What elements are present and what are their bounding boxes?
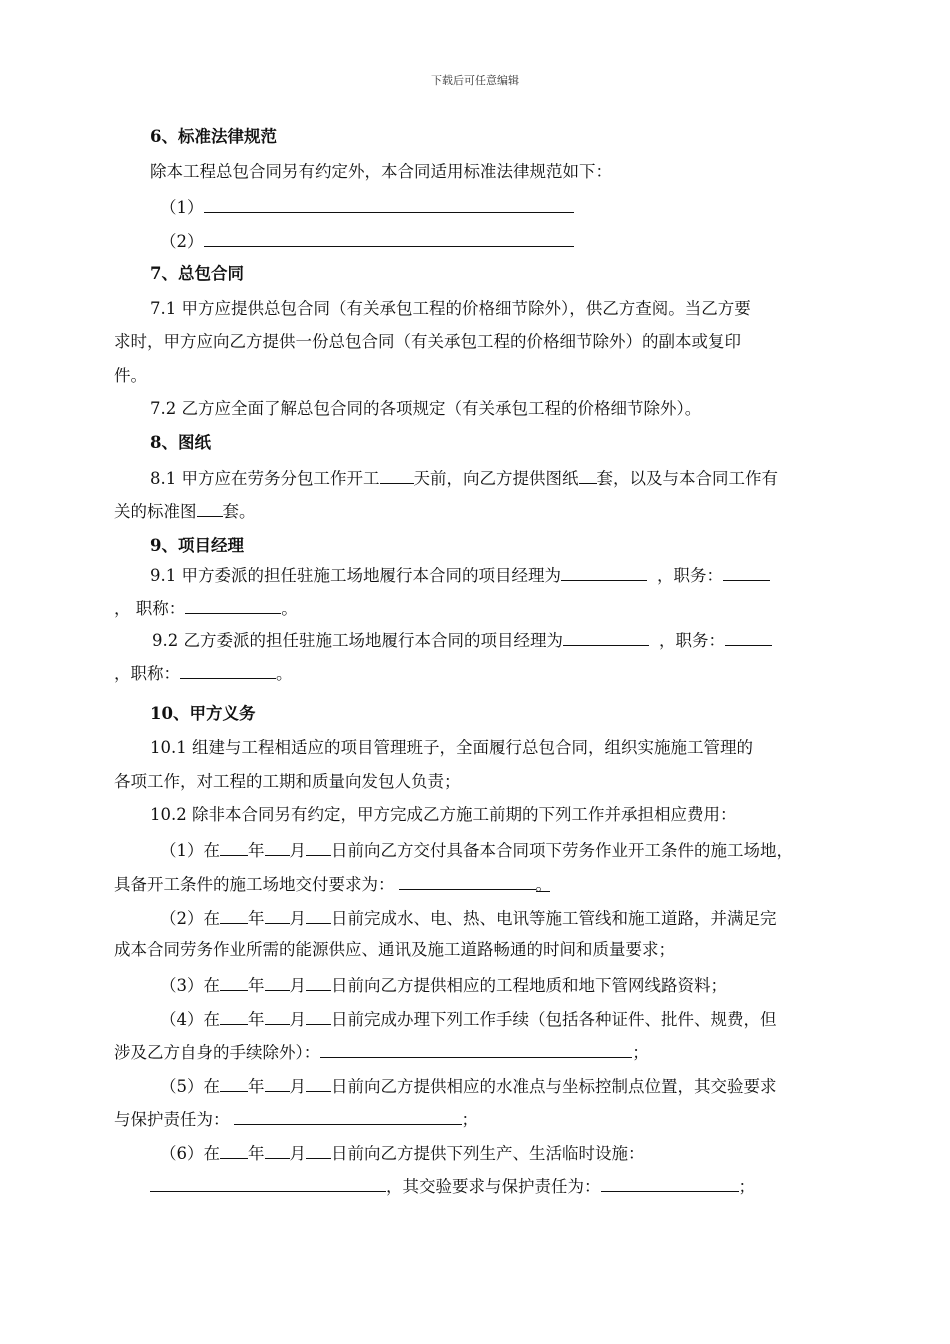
s10-item2-line2: 成本合同劳务作业所需的能源供应、通讯及施工道路畅通的时间和质量要求； — [114, 940, 675, 959]
s7-p2: 7.2 乙方应全面了解总包合同的各项规定（有关承包工程的价格细节除外）。 — [150, 399, 702, 418]
year-label: 年 — [248, 976, 265, 995]
item-end: ； — [632, 1043, 649, 1062]
blank-field[interactable] — [579, 466, 597, 484]
item-text: 日前向乙方提供相应的工程地质和地下管网线路资料； — [331, 976, 727, 995]
item-text: 日前完成办理下列工作手续（包括各种证件、批件、规费，但 — [331, 1010, 777, 1029]
section-9-heading: 9、项目经理 — [150, 536, 244, 555]
item-prefix: （3）在 — [160, 976, 220, 995]
blank-field[interactable] — [150, 1174, 386, 1192]
section-6-intro: 除本工程总包合同另有约定外，本合同适用标准法律规范如下： — [150, 162, 612, 181]
blank-year[interactable] — [220, 1141, 248, 1159]
s8-p1-line2 — [114, 499, 256, 523]
year-label: 年 — [248, 909, 265, 928]
s9-p2-text-d: 。 — [276, 664, 293, 683]
item-text: 日前向乙方提供相应的水准点与坐标控制点位置，其交验要求 — [331, 1077, 777, 1096]
month-label: 月 — [289, 841, 306, 860]
s8-text-d: 关的标准图 — [114, 502, 197, 521]
s7-p1-line2: 求时，甲方应向乙方提供一份总包合同（有关承包工程的价格细节除外）的副本或复印 — [114, 332, 741, 351]
blank-field[interactable] — [320, 1040, 632, 1058]
item-prefix: （6）在 — [160, 1144, 220, 1163]
s10-item5-line2 — [114, 1107, 478, 1131]
blank-year[interactable] — [220, 973, 248, 991]
section-10-heading: 10、甲方义务 — [150, 704, 256, 723]
s9-p1-text-b: ，职务： — [657, 566, 723, 585]
blank-day[interactable] — [306, 906, 331, 924]
blank-year[interactable] — [220, 906, 248, 924]
s8-p1-line1 — [150, 466, 778, 490]
item-text: 与保护责任为： — [114, 1110, 230, 1129]
blank-month[interactable] — [265, 906, 290, 924]
blank-day[interactable] — [306, 1074, 331, 1092]
s10-item3-line1 — [160, 973, 727, 997]
blank-day[interactable] — [306, 1007, 331, 1025]
s6-item-1 — [160, 195, 574, 219]
blank-field[interactable] — [725, 628, 772, 646]
s9-p1-text-d: 。 — [281, 599, 298, 618]
s9-p2-text-c: ，职称： — [114, 664, 180, 683]
blank-field[interactable] — [185, 596, 281, 614]
s10-p1-line2: 各项工作，对工程的工期和质量向发包人负责； — [114, 772, 461, 791]
blank-month[interactable] — [265, 1141, 290, 1159]
s9-p1-line1 — [150, 563, 770, 587]
year-label: 年 — [248, 1010, 265, 1029]
s9-p2-line2 — [114, 661, 293, 685]
s10-item6-line1 — [160, 1141, 645, 1165]
s8-text-a: 8.1 甲方应在劳务分包工作开工 — [150, 469, 380, 488]
item-text: 日前完成水、电、热、电讯等施工管线和施工道路，并满足完 — [331, 909, 777, 928]
item-end: ； — [738, 1177, 755, 1196]
month-label: 月 — [289, 1010, 306, 1029]
item-end: 。 — [535, 875, 552, 894]
month-label: 月 — [289, 976, 306, 995]
section-8-heading: 8、图纸 — [150, 433, 211, 452]
blank-field[interactable] — [563, 628, 649, 646]
blank-day[interactable] — [306, 973, 331, 991]
blank-year[interactable] — [220, 1007, 248, 1025]
blank-field[interactable] — [204, 195, 574, 213]
page-header: 下载后可任意编辑 — [431, 74, 519, 87]
s8-text-e: 套。 — [222, 502, 256, 521]
year-label: 年 — [248, 1144, 265, 1163]
blank-field[interactable] — [723, 563, 770, 581]
s9-p2-text-b: ，职务： — [659, 631, 725, 650]
month-label: 月 — [289, 1144, 306, 1163]
item-prefix: （2）在 — [160, 909, 220, 928]
s9-p2-text-a: 9.2 乙方委派的担任驻施工场地履行本合同的项目经理为 — [152, 631, 563, 650]
blank-month[interactable] — [265, 1007, 290, 1025]
blank-field[interactable] — [234, 1107, 462, 1125]
item-prefix: （4）在 — [160, 1010, 220, 1029]
item-text: 涉及乙方自身的手续除外）： — [114, 1043, 321, 1062]
s7-p1-line1: 7.1 甲方应提供总包合同（有关承包工程的价格细节除外），供乙方查阅。当乙方要 — [150, 299, 751, 318]
blank-month[interactable] — [265, 973, 290, 991]
blank-field[interactable] — [561, 563, 647, 581]
blank-day[interactable] — [306, 1141, 331, 1159]
blank-month[interactable] — [265, 838, 290, 856]
s10-p1-line1: 10.1 组建与工程相适应的项目管理班子，全面履行总包合同，组织实施施工管理的 — [150, 738, 753, 757]
item-text: ，其交验要求与保护责任为： — [386, 1177, 601, 1196]
blank-field[interactable] — [180, 661, 276, 679]
s10-item5-line1 — [160, 1074, 777, 1098]
s9-p1-text-a: 9.1 甲方委派的担任驻施工场地履行本合同的项目经理为 — [150, 566, 561, 585]
item-prefix: （1）在 — [160, 841, 220, 860]
s10-item6-line2 — [150, 1174, 755, 1198]
blank-field[interactable] — [601, 1174, 739, 1192]
blank-field[interactable] — [399, 872, 536, 890]
s10-item1-line2 — [114, 872, 550, 896]
item-end: ； — [461, 1110, 478, 1129]
blank-field[interactable] — [380, 466, 414, 484]
blank-year[interactable] — [220, 838, 248, 856]
blank-day[interactable] — [306, 838, 331, 856]
item-text: 具备开工条件的施工场地交付要求为： — [114, 875, 395, 894]
blank-field[interactable] — [204, 229, 574, 247]
s10-item1-line1 — [160, 838, 793, 862]
month-label: 月 — [289, 909, 306, 928]
s6-item-2-label: （2） — [160, 232, 204, 251]
s10-item2-line1 — [160, 906, 777, 930]
s10-item4-line2 — [114, 1040, 649, 1064]
item-prefix: （5）在 — [160, 1077, 220, 1096]
s6-item-1-label: （1） — [160, 198, 204, 217]
year-label: 年 — [248, 841, 265, 860]
s8-text-c: 套，以及与本合同工作有 — [596, 469, 778, 488]
item-text: 日前向乙方提供下列生产、生活临时设施： — [331, 1144, 645, 1163]
section-6-heading: 6、标准法律规范 — [150, 127, 277, 146]
blank-month[interactable] — [265, 1074, 290, 1092]
item-text: 日前向乙方交付具备本合同项下劳务作业开工条件的施工场地， — [331, 841, 793, 860]
s8-text-b: 天前，向乙方提供图纸 — [413, 469, 579, 488]
blank-year[interactable] — [220, 1074, 248, 1092]
month-label: 月 — [289, 1077, 306, 1096]
section-7-heading: 7、总包合同 — [150, 264, 244, 283]
s6-item-2 — [160, 229, 574, 253]
s10-item4-line1 — [160, 1007, 777, 1031]
year-label: 年 — [248, 1077, 265, 1096]
s7-p1-line3: 件。 — [114, 366, 147, 385]
s9-p1-text-c: ， 职称： — [114, 599, 186, 618]
s9-p2-line1 — [152, 628, 772, 652]
blank-field[interactable] — [197, 499, 223, 517]
s9-p1-line2 — [114, 596, 298, 620]
s10-p2: 10.2 除非本合同另有约定，甲方完成乙方施工前期的下列工作并承担相应费用： — [150, 805, 737, 824]
